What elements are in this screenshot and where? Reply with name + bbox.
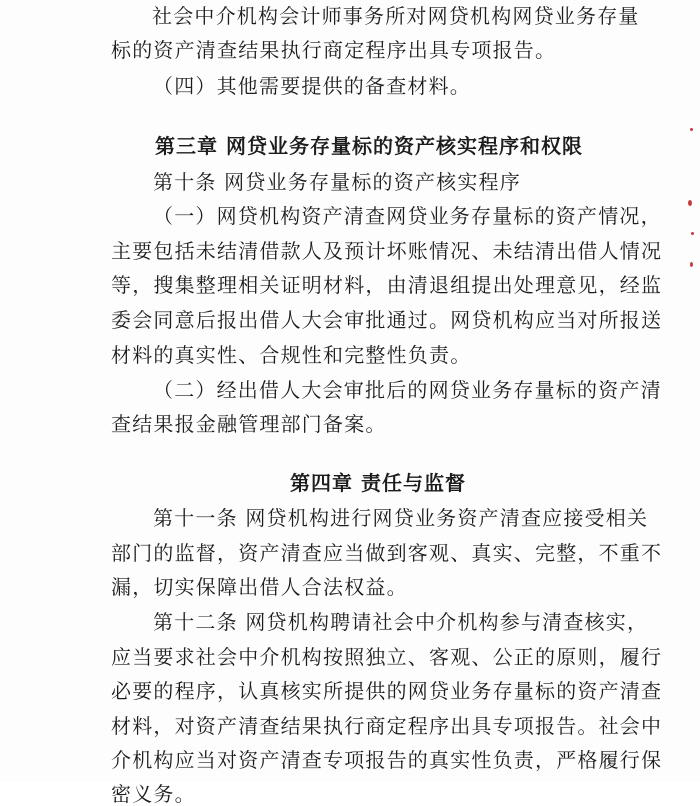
paragraph-line: 密义务。 xyxy=(111,782,196,806)
paragraph-line: 社会中介机构会计师事务所对网贷机构网贷业务存量 xyxy=(152,4,640,28)
paragraph-line: 主要包括未结清借款人及预计坏账情况、未结清出借人情况 xyxy=(111,239,663,263)
paragraph-line: 材料的真实性、合规性和完整性负责。 xyxy=(111,343,472,367)
paragraph-line: 介机构应当对资产清查专项报告的真实性负责，严格履行保 xyxy=(111,748,663,772)
article-12-line: 第十二条 网贷机构聘请社会中介机构参与清查核实， xyxy=(153,610,649,634)
paragraph-line: （一）网贷机构资产清查网贷业务存量标的资产情况， xyxy=(153,204,662,228)
stamp-mark xyxy=(688,200,692,206)
paragraph-line: 必要的程序，认真核实所提供的网贷业务存量标的资产清查 xyxy=(111,679,663,703)
chapter-4-title: 第四章 责任与监督 xyxy=(290,471,466,495)
paragraph-line: 应当要求社会中介机构按照独立、客观、公正的原则，履行 xyxy=(111,645,663,669)
paragraph-line: 委会同意后报出借人大会审批通过。网贷机构应当对所报送 xyxy=(111,308,663,332)
stamp-mark xyxy=(691,232,694,235)
article-11-line: 第十一条 网贷机构进行网贷业务资产清查应接受相关 xyxy=(153,506,649,530)
paragraph-line: 材料，对资产清查结果执行商定程序出具专项报告。社会中 xyxy=(111,714,663,738)
paragraph-line: （二）经出借人大会审批后的网贷业务存量标的资产清 xyxy=(153,378,662,402)
chapter-3-title: 第三章 网贷业务存量标的资产核实程序和权限 xyxy=(155,134,583,158)
article-10-heading: 第十条 网贷业务存量标的资产核实程序 xyxy=(153,170,521,194)
paragraph-line: 漏，切实保障出借人合法权益。 xyxy=(111,575,408,599)
paragraph-line: 等，搜集整理相关证明材料，由清退组提出处理意见，经监 xyxy=(111,273,663,297)
stamp-mark xyxy=(690,128,693,131)
paragraph-line: 标的资产清查结果执行商定程序出具专项报告。 xyxy=(111,38,557,62)
stamp-mark xyxy=(690,262,693,267)
paragraph-line: （四）其他需要提供的备查材料。 xyxy=(153,74,471,98)
paragraph-line: 部门的监督，资产清查应当做到客观、真实、完整，不重不 xyxy=(111,541,663,565)
paragraph-line: 查结果报金融管理部门备案。 xyxy=(111,412,387,436)
